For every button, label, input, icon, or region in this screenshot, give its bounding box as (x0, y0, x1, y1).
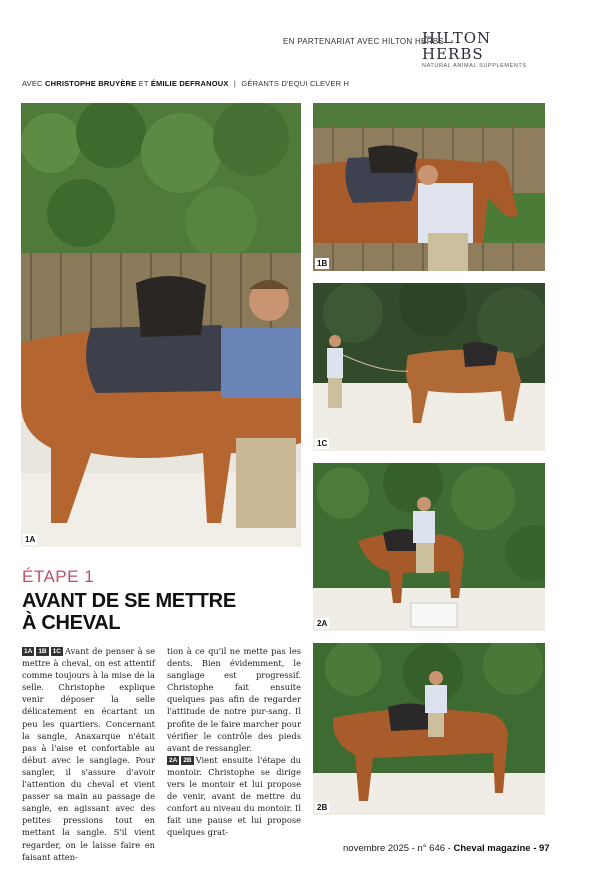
photo-1c-label: 1C (317, 439, 328, 448)
logo-sub-text: NATURAL ANIMAL SUPPLEMENTS (422, 63, 527, 69)
photo-1a-label: 1A (25, 535, 36, 544)
step-heading: ÉTAPE 1 (22, 567, 95, 586)
logo-main-text: HILTON HERBS (422, 29, 492, 63)
tag-2b: 2B (183, 756, 192, 764)
photo-2b-label: 2B (317, 803, 328, 812)
byline-name-2: ÉMILIE DEFRANOUX (150, 79, 229, 88)
partner-text: EN PARTENARIAT AVEC HILTON HERBS (283, 37, 445, 46)
photo-2a (313, 463, 545, 631)
footer-issue: novembre 2025 - n° 646 - (343, 843, 451, 854)
article-title-line-2: À CHEVAL (22, 612, 121, 634)
hilton-herbs-logo (422, 30, 552, 69)
page-footer (343, 843, 550, 854)
photo-1b (313, 103, 545, 271)
article-title (22, 590, 302, 634)
paragraph-1-part-2: tion à ce qu'il ne mette pas les dents. Bien évidemment, le sanglage est progressif. Christophe fait ensuite quelques pas afin de regarder l'attitude de notre pur-sang. Il profite de le faire marcher pour vérifier le contrôle des pieds avant de ressangler. (167, 646, 301, 753)
tag-1b: 1B (38, 648, 47, 655)
paragraph-2-text: Vient ensuite l'étape du montoir. Christophe se dirige vers le montoir et lui propose de venir, avant de mettre du confort au niveau du montoir. Il fait une pause et lui propose quelques grat- (167, 754, 301, 838)
photo-1c (313, 283, 545, 451)
byline-role: GÉRANTS D'EQUI CLEVER H (241, 79, 350, 88)
photo-1a (21, 103, 301, 547)
tag-2a: 2A (169, 756, 178, 764)
byline-separator: | (233, 79, 237, 88)
photo-2b (313, 643, 545, 815)
article-column-2 (167, 645, 301, 839)
footer-magazine: Cheval magazine - 97 (453, 843, 550, 854)
paragraph-1-part-1: Avant de penser à se mettre à cheval, on est attentif comme toujours à la mise de la selle. Christophe explique venir déposer la selle délicatement en écartant un peu les quartiers. Concernant la sangle, Anaxarque n'était pas à l'aise et confortable au début avec le sanglage. Pour sangler, il s'assure d'avoir l'attention du cheval et vient passer sa main au passage de sangle, en agissant avec des petites pressions tout en mettant la sangle. S'il vient regarder, on le laisse faire en faisant atten- (22, 646, 155, 862)
byline-and: ET (138, 79, 149, 88)
article-title-line-1: AVANT DE SE METTRE (22, 590, 236, 612)
photo-1b-label: 1B (317, 259, 328, 268)
photo-2a-label: 2A (317, 619, 328, 628)
tag-1a: 1A (24, 648, 33, 655)
article-column-1 (22, 645, 155, 863)
byline (22, 79, 349, 88)
tag-1c: 1C (52, 648, 61, 655)
paragraph-2 (167, 754, 301, 839)
byline-name-1: CHRISTOPHE BRUYÈRE (44, 79, 137, 88)
byline-prefix: AVEC (22, 79, 43, 88)
